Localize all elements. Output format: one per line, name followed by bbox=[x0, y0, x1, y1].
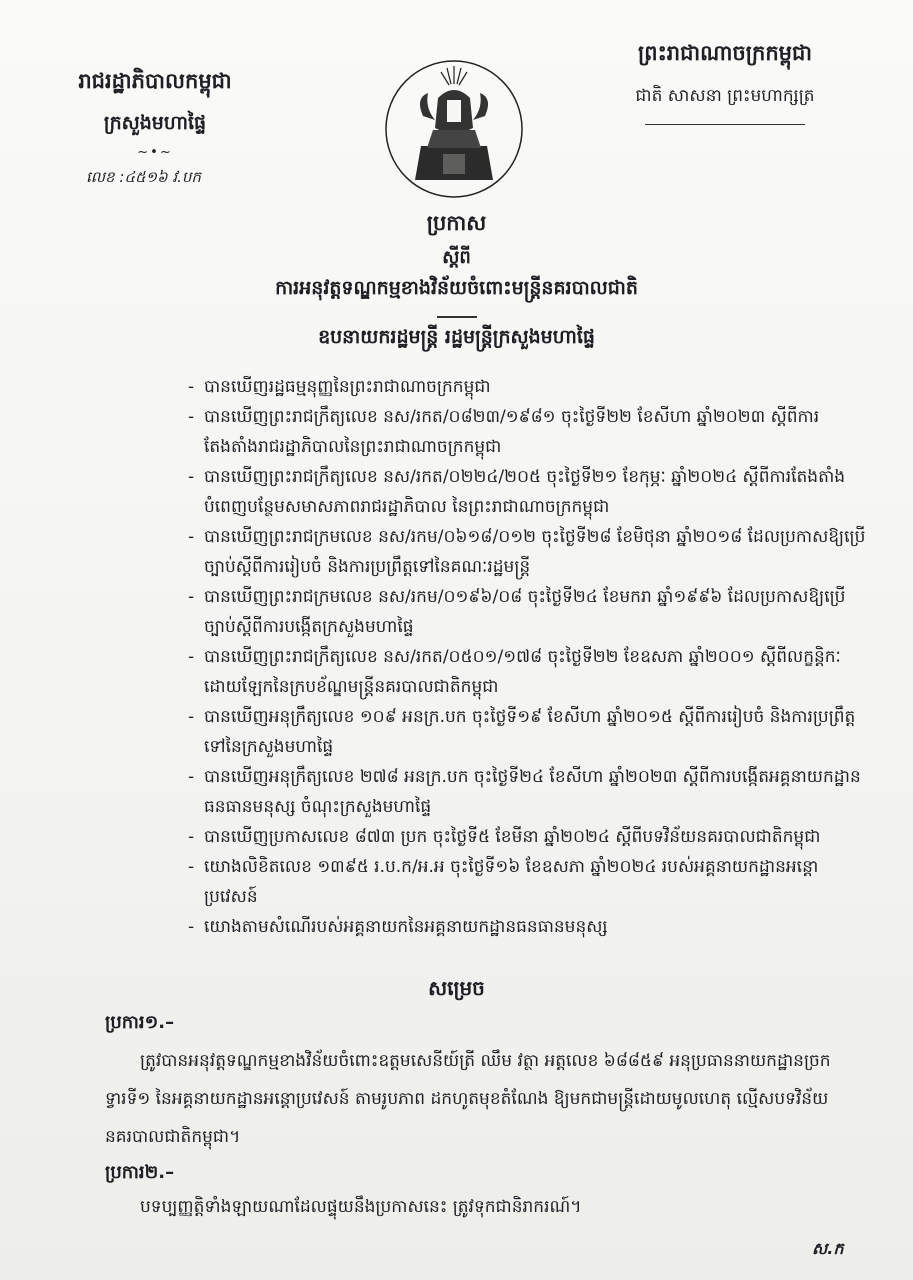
recital-item: - បានឃើញព្រះរាជក្រឹត្យលេខ នស/រកត/០៥០១/១៧៨ ចុះថ្ងៃទី២២ ខែឧសភា ឆ្នាំ២០០១ ស្តីពីលក្ខន្តិកៈដោយឡែកនៃក្របខ័ណ្ឌមន្ត្រីនគរបាលជាតិកម្ពុជា bbox=[188, 642, 868, 702]
recital-item: - បានឃើញប្រកាសលេខ ៨៧៣ ប្រក ចុះថ្ងៃទី៥ ខែមីនា ឆ្នាំ២០២៤ ស្តីពីបទវិន័យនគរបាលជាតិកម្ពុជា bbox=[188, 822, 868, 852]
recital-item: - យោងលិខិតលេខ ១៣៩៥ រ.ប.ក/អ.អ ចុះថ្ងៃទី១៦ ខែឧសភា ឆ្នាំ២០២៤ របស់អគ្គនាយកដ្ឋានអន្តោប្រវេសន៍ bbox=[188, 852, 868, 912]
ornament-divider bbox=[645, 120, 805, 128]
recital-item: - បានឃើញព្រះរាជក្រឹត្យលេខ នស/រកត/០៨២៣/១៩៨១ ចុះថ្ងៃទី២២ ខែសីហា ឆ្នាំ២០២៣ ស្តីពីការតែងតាំងរាជរដ្ឋាភិបាលនៃព្រះរាជាណាចក្រកម្ពុជា bbox=[188, 402, 868, 462]
kingdom-name: ព្រះរាជាណាចក្រកម្ពុជា bbox=[637, 41, 812, 65]
government-name: រាជរដ្ឋាភិបាលកម្ពុជា bbox=[78, 69, 232, 93]
article-2-heading: ប្រការ២.– bbox=[105, 1162, 175, 1183]
document-title bbox=[0, 210, 913, 318]
kingdom-header bbox=[600, 40, 850, 128]
recital-item: - បានឃើញរដ្ឋធម្មនុញ្ញនៃព្រះរាជាណាចក្រកម្ពុជា bbox=[188, 372, 868, 402]
article-1-heading: ប្រការ១.– bbox=[105, 1012, 175, 1033]
article-1-body: ត្រូវបានអនុវត្តទណ្ឌកម្មខាងវិន័យចំពោះឧត្តមសេនីយ៍ត្រី ឈឹម វត្ថា អត្តលេខ ៦៨៨៥៩ អនុប្រធាននាយកដ្ឋានច្រកទ្វារទី១ នៃអគ្គនាយកដ្ឋានអន្តោប្រវេសន៍ តាមរូបភាព ដកហូតមុខតំណែង ឱ្យមកជាមន្ត្រីដោយមូលហេតុ ល្មើសបទវិន័យនគរបាលជាតិកម្ពុជា។ bbox=[105, 1051, 831, 1147]
ministry-name: ក្រសួងមហាផ្ទៃ bbox=[103, 112, 207, 134]
recital-item: - បានឃើញអនុក្រឹត្យលេខ ២៧៨ អនក្រ.បក ចុះថ្ងៃទី២៤ ខែសីហា ឆ្នាំ២០២៣ ស្តីពីការបង្កើតអគ្គនាយកដ្ឋានធនធានមនុស្ស ចំណុះក្រសួងមហាផ្ទៃ bbox=[188, 762, 868, 822]
royal-emblem-icon bbox=[383, 58, 525, 200]
recital-item: - បានឃើញព្រះរាជក្រមលេខ នស/រកម/០៦១៨/០១២ ចុះថ្ងៃទី២៨ ខែមិថុនា ឆ្នាំ២០១៨ ដែលប្រកាសឱ្យប្រើច្បាប់ស្តីពីការរៀបចំ និងការប្រព្រឹត្តទៅនៃគណៈរដ្ឋមន្ត្រី bbox=[188, 522, 868, 582]
title-line-3: ការអនុវត្តទណ្ឌកម្មខាងវិន័យចំពោះមន្ត្រីនគរបាលជាតិ bbox=[275, 277, 638, 299]
recital-item: - យោងតាមសំណើរបស់អគ្គនាយកនៃអគ្គនាយកដ្ឋានធនធានមនុស្ស bbox=[188, 912, 868, 942]
ornament-divider: ~•~ bbox=[137, 145, 173, 160]
issuer-header bbox=[50, 68, 260, 186]
decision-heading: សម្រេច bbox=[428, 976, 485, 1000]
recital-item: - បានឃើញអនុក្រឹត្យលេខ ១០៩ អនក្រ.បក ចុះថ្ងៃទី១៩ ខែសីហា ឆ្នាំ២០១៥ ស្តីពីការរៀបចំ និងការប្រព្រឹត្តទៅនៃក្រសួងមហាផ្ទៃ bbox=[188, 702, 868, 762]
reference-number: លេខ :៤៥១៦ វ.បក bbox=[86, 168, 201, 186]
recitals-list bbox=[188, 372, 868, 942]
title-divider bbox=[437, 316, 477, 318]
recital-item: - បានឃើញព្រះរាជក្រឹត្យលេខ នស/រកត/០២២៤/២០៥ ចុះថ្ងៃទី២១ ខែកុម្ភៈ ឆ្នាំ២០២៤ ស្តីពីការតែងតាំងបំពេញបន្ថែមសមាសភាពរាជរដ្ឋាភិបាល នៃព្រះរាជាណាចក្រកម្ពុជា bbox=[188, 462, 868, 522]
handwritten-initial: ស.ក bbox=[812, 1239, 844, 1258]
title-line-2: ស្តីពី bbox=[442, 247, 471, 268]
article-2-body: បទប្បញ្ញត្តិទាំងឡាយណាដែលផ្ទុយនឹងប្រកាសនេះ ត្រូវទុកជានិរាករណ៍។ bbox=[140, 1197, 582, 1217]
issuing-authority: ឧបនាយករដ្ឋមន្ត្រី រដ្ឋមន្ត្រីក្រសួងមហាផ្ទៃ bbox=[318, 326, 595, 348]
title-line-1: ប្រកាស bbox=[426, 211, 487, 235]
recital-item: - បានឃើញព្រះរាជក្រមលេខ នស/រកម/០១៩៦/០៨ ចុះថ្ងៃទី២៤ ខែមករា ឆ្នាំ១៩៩៦ ដែលប្រកាសឱ្យប្រើច្បាប់ស្តីពីការបង្កើតក្រសួងមហាផ្ទៃ bbox=[188, 582, 868, 642]
national-motto: ជាតិ សាសនា ព្រះមហាក្សត្រ bbox=[635, 86, 815, 106]
